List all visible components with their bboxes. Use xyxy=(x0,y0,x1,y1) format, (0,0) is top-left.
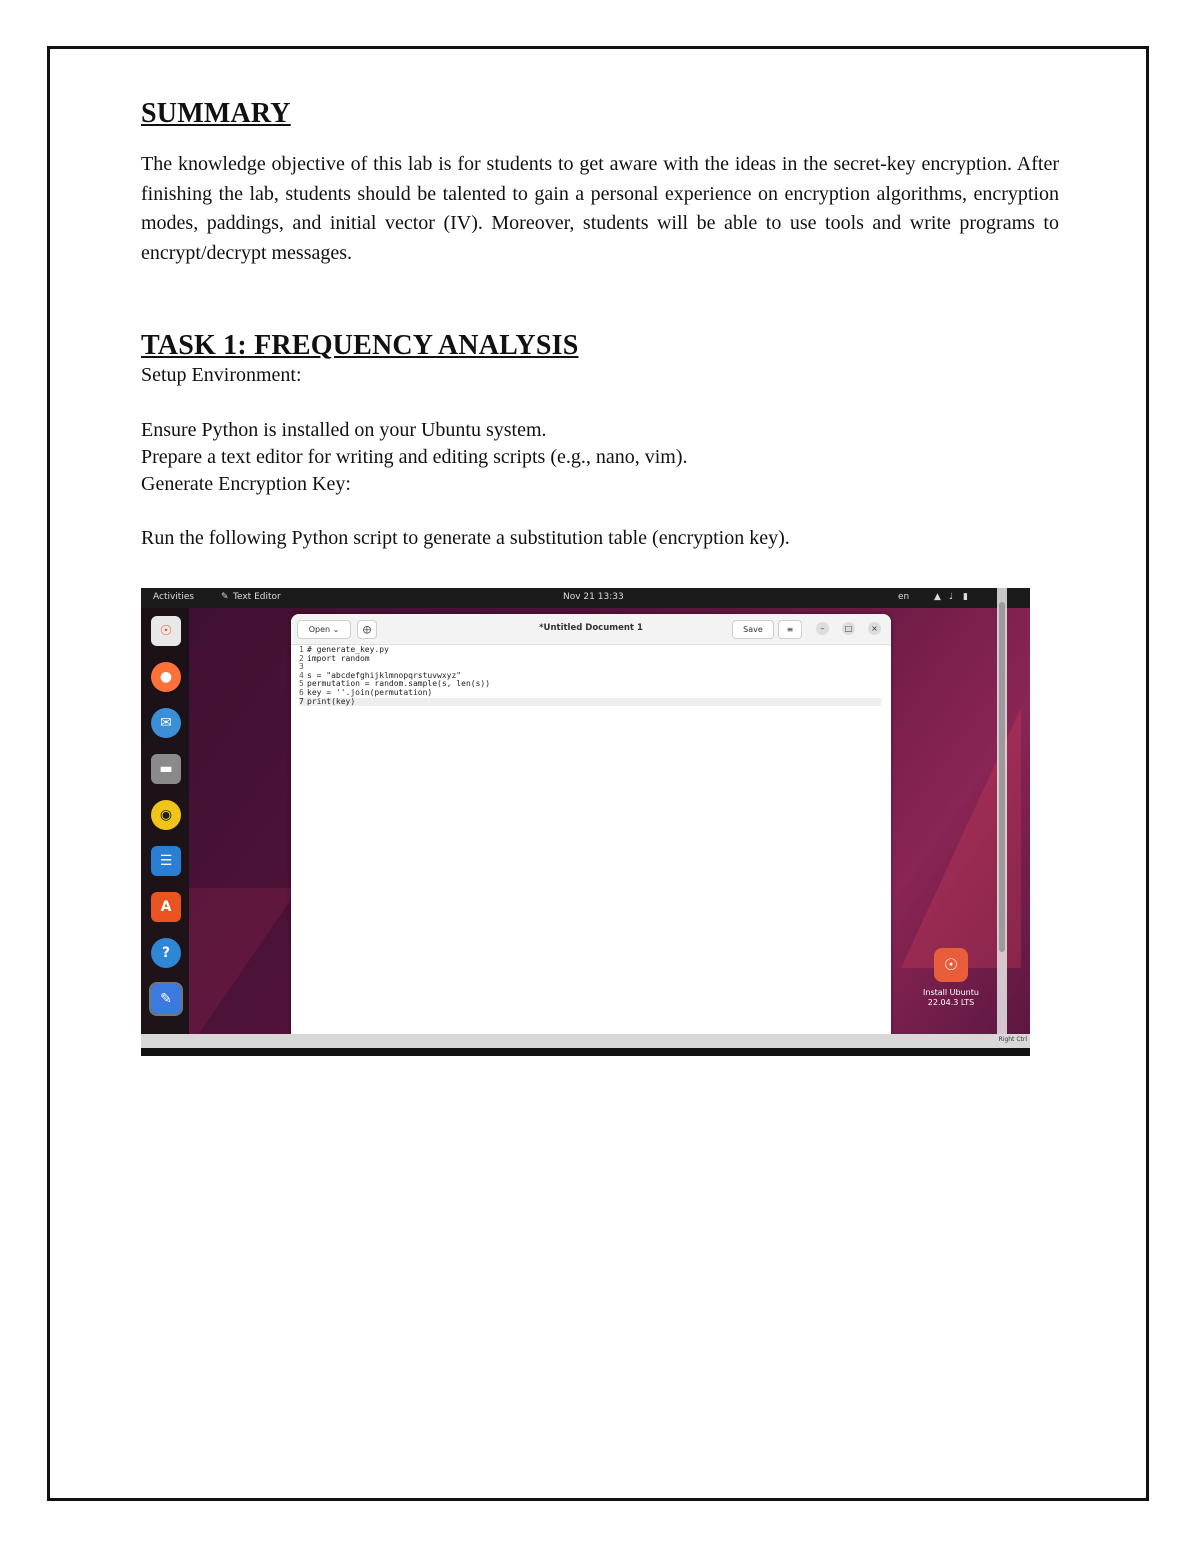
ubuntu-installer-icon[interactable]: ☉ xyxy=(151,616,181,646)
new-tab-button[interactable] xyxy=(357,620,377,639)
code-line: 3 xyxy=(299,662,304,672)
code-line: 2 import random xyxy=(299,653,370,663)
chevron-down-icon: ⌄ xyxy=(332,625,340,634)
text-editor-app-icon: ✎ xyxy=(221,592,229,602)
ubuntu-disc-icon: ☉ xyxy=(934,948,968,982)
screenshot-bottom-border xyxy=(141,1048,1030,1056)
task1-heading: TASK 1: FREQUENCY ANALYSIS xyxy=(141,330,579,361)
scrollbar-thumb[interactable] xyxy=(999,602,1005,952)
install-label: Install Ubuntu xyxy=(923,988,979,997)
code-line: 1 # generate_key.py xyxy=(299,645,389,654)
app-menu-label[interactable]: Text Editor xyxy=(233,592,281,602)
language-indicator[interactable]: en xyxy=(898,592,910,602)
generate-key-label: Generate Encryption Key: xyxy=(141,473,351,495)
network-icon[interactable]: ▲ xyxy=(934,592,941,602)
setup-environment-label: Setup Environment: xyxy=(141,364,302,386)
writer-icon[interactable]: ☰ xyxy=(151,846,181,876)
top-bar xyxy=(141,588,1030,608)
rhythmbox-icon[interactable]: ◉ xyxy=(151,800,181,830)
code-line: 4 s = "abcdefghijklmnopqrstuvwxyz" xyxy=(299,670,462,680)
text-editor-window xyxy=(291,614,891,1048)
code-line: 6 key = ''.join(permutation) xyxy=(299,687,433,697)
summary-heading: SUMMARY xyxy=(141,98,291,129)
help-icon[interactable]: ? xyxy=(151,938,181,968)
code-editor[interactable] xyxy=(299,646,889,706)
text-editor-icon[interactable]: ✎ xyxy=(151,984,181,1014)
dock xyxy=(141,608,189,1048)
software-center-icon[interactable]: A xyxy=(151,892,181,922)
ubuntu-screenshot xyxy=(141,588,1030,1048)
summary-paragraph: The knowledge objective of this lab is for students to get aware with the ideas in the secret-key encryption. After finishing the lab, students should be talented to gain a personal experience on encryption algorithms, encryption modes, paddings, and initial vector (IV). Moreover, students will be able to use tools and write programs to encrypt/decrypt messages. xyxy=(141,153,1059,264)
close-icon[interactable]: × xyxy=(868,622,881,635)
window-title: *Untitled Document 1 xyxy=(539,623,643,633)
code-line-current: 7 print(key) xyxy=(299,698,881,707)
thunderbird-icon[interactable]: ✉ xyxy=(151,708,181,738)
vm-status-bar xyxy=(141,1034,1030,1048)
host-key-label: Right Ctrl xyxy=(998,1036,1027,1043)
new-document-icon: ⨁ xyxy=(363,625,371,634)
battery-icon[interactable]: ▮ xyxy=(963,592,968,602)
clock[interactable]: Nov 21 13:33 xyxy=(563,592,624,602)
window-header xyxy=(291,614,891,645)
menu-button[interactable] xyxy=(778,620,802,639)
open-label: Open xyxy=(308,625,331,634)
ensure-python-line: Ensure Python is installed on your Ubuntu system. xyxy=(141,419,547,441)
open-button[interactable] xyxy=(297,620,351,639)
volume-icon[interactable]: ♩ xyxy=(949,592,954,602)
wallpaper-shape xyxy=(189,888,299,1048)
files-icon[interactable]: ▬ xyxy=(151,754,181,784)
prepare-editor-line: Prepare a text editor for writing and editing scripts (e.g., nano, vim). xyxy=(141,446,688,468)
save-button[interactable]: Save xyxy=(732,620,774,639)
maximize-icon[interactable]: □ xyxy=(842,622,855,635)
hamburger-icon: ≡ xyxy=(786,625,794,634)
install-ubuntu-desktop-icon[interactable] xyxy=(911,948,991,1008)
version-label: 22.04.3 LTS xyxy=(927,998,975,1007)
minimize-icon[interactable]: – xyxy=(816,622,829,635)
activities-button[interactable]: Activities xyxy=(153,592,195,602)
run-script-line: Run the following Python script to generate a substitution table (encryption key). xyxy=(141,527,790,549)
firefox-icon[interactable]: ● xyxy=(151,662,181,692)
code-line: 5 permutation = random.sample(s, len(s)) xyxy=(299,679,491,689)
